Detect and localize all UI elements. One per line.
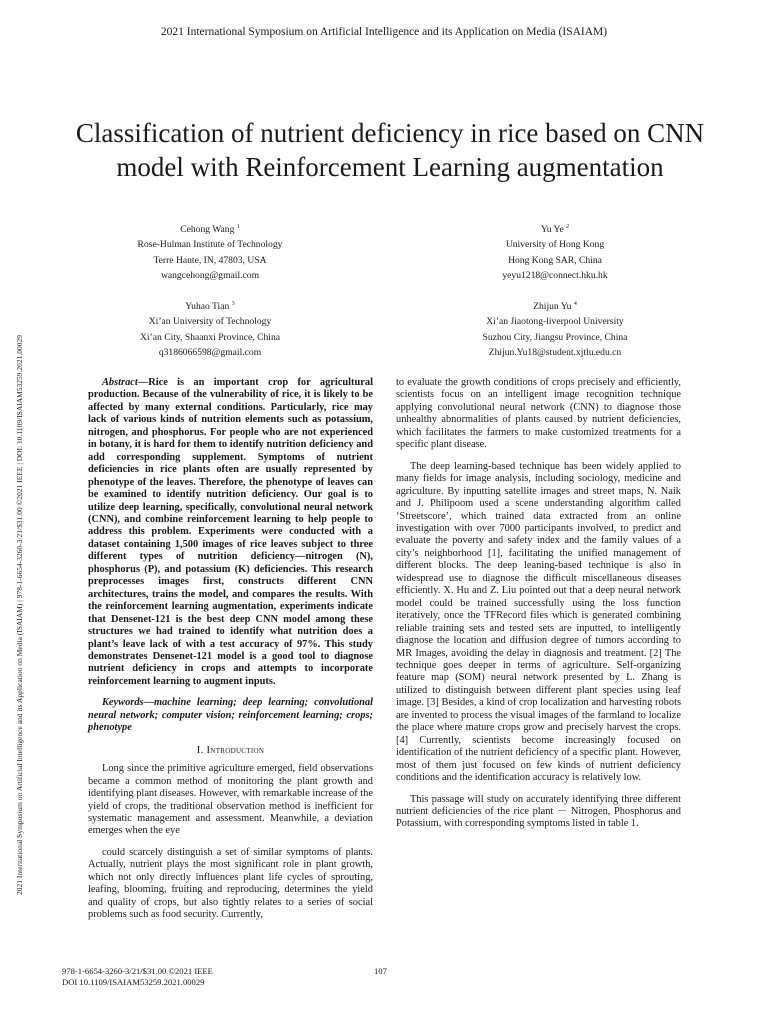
author-sup: 2 [566,224,570,230]
body-paragraph: Long since the primitive agriculture emerged, field observations became a common method of monitoring the plant growth and identifying plant diseases. However, with remarkable increase of the yield of crops, the traditional observation method is inefficient for systematic management and assessment. Meanwhile, a deviation emerges when the eye [88,763,373,837]
author-affiliation: Xi’an University of Technology [148,316,272,328]
abstract [88,377,373,688]
left-column [88,377,373,931]
author-name: Cehong Wang [180,224,235,236]
author-sup: 3 [231,301,235,307]
abstract-text: —Rice is an important crop for agricultural production. Because of the vulnerability of rice, it is likely to be affected by many external conditions. Particularly, rice may lack of various kinds of nutrition elements such as potassium, nitrogen, and phosphorus. For people who are not experienced in botany, it is hard for them to identify nutrition deficiency and add corresponding supplement. Symptoms of nutrient deficiencies in rice plants often are usually represented by phenotype of the leaves. Therefore, the phenotype of leaves can be examined to identify nutrition deficiency. Our goal is to utilize deep learning, specifically, convolutional neural network (CNN), and combine reinforcement learning to help people to address this problem. Experiments were conducted with a dataset containing 1,500 images of rice leaves subject to three different types of nutrition deficiency—nitrogen (N), phosphorus (P), and potassium (K) deficiencies. This research preprocesses images first, constructs different CNN architectures, trains the model, and compares the results. With the reinforcement learning augmentation, experiments indicate that Densenet-121 is the best deep CNN model among these structures we had trained to identify what nutrition does a plant’s leave lack of with a test accuracy of 97%. This study demonstrates Densenet-121 model is a good tool to diagnose nutrient deficiency in crops and attempts to incorporate reinforcement learning to augment inputs. [88,377,373,687]
author-location: Suzhou City, Jiangsu Province, China [482,331,628,343]
author-1 [90,220,330,283]
author-sup: 1 [236,224,240,230]
page-number: 107 [374,966,387,976]
author-3 [90,297,330,360]
conference-header: 2021 International Symposium on Artificial Intelligence and its Application on Media (ISAIAM) [160,26,608,38]
author-location: Hong Kong SAR, China [508,254,602,266]
footer-copyright [62,966,213,988]
body-paragraph: The deep learning-based technique has been widely applied to many fields for image analysis, including sociology, medicine and agriculture. By inputting satellite images and street maps, N. Naik and J. Philipoom used a scene understanding algorithm called ‘Streetscore’, which trained data extracted from an online investigation with over 7000 participants involved, to predict and evaluate the poverty and safety index and the family values of a city’s neighborhood [1], facilitating the unified management of different blocks. The deep leaning-based technique is also in widespread use to diagnose the difficult miscellaneous diseases efficiently. X. Hu and Z. Liu pointed out that a deep neural network model could be trained successfully using the loss function iteratively, once the TFRecord files which is generated combining reliable training sets and tested sets are inputted, to intelligently diagnose the location and diffusion degree of tumors according to MR Images, avoiding the delay in diagnosis and treatment. [2] The technique goes deeper in terms of agriculture. Self-organizing feature map (SOM) neural network presented by L. Zhang is utilized to distinguish between different plant species using leaf image. [3] Besides, a kind of crop localization and harvesting robots are invented to process the visual images of the farmland to localize the place where mature crops grow and precisely harvest the crops. [4] Currently, scientists become increasingly focused on identification of the nutrient deficiency of a specific plant. However, most of them just focused on few kinds of nutrient deficiency conditions and the identification accuracy is relatively low. [396,460,681,784]
author-name: Yu Ye [540,224,564,236]
author-location: Terre Haute, IN, 47803, USA [153,254,267,266]
author-2 [435,220,675,283]
side-note-text: 2021 International Symposium on Artificial Intelligence and its Application on Media (ISAIAM) | 978-1-6654-3260-3/21/$31.00 ©2021 IEEE | DOI: 10.1109/ISAIAM53259.2021.00029 [15,334,24,895]
author-name: Zhijun Yu [533,301,572,313]
body-paragraph: to evaluate the growth conditions of crops precisely and efficiently, scientists focus on an intelligent image recognition technique applying convolutional neural network (CNN) to diagnose those unhealthy abnormalities of plants caused by nutrient deficiencies, which facilitates the farmers to make customized treatments for a specific plant disease. [396,377,681,451]
author-block [70,220,710,360]
body-paragraph: This passage will study on accurately identifying three different nutrient deficiencies of the rice plant － Nitrogen, Phosphorus and Potassium, with corresponding symptoms listed in table 1. [396,793,681,830]
keywords: Keywords—machine learning; deep learning; convolutional neural network; computer vision; reinforcement learning; crops; phenotype [88,697,373,734]
author-sup: 4 [573,301,577,307]
author-affiliation: University of Hong Kong [505,239,605,251]
body-paragraph: could scarcely distinguish a set of similar symptoms of plants. Actually, nutrient plays the most significant role in plant growth, which not only directly influences plant life cycles of sprouting, leafing, blooming, fruiting and reproducing, determines the yield and quality of crops, but also tightly relates to a series of social problems such as food security. Currently, [88,846,373,921]
paper-title: Classification of nutrient deficiency in rice based on CNN model with Reinforcement Learning augmentation [75,118,705,182]
author-location: Xi’an City, Shaanxi Province, China [139,331,281,343]
footer-doi: DOI 10.1109/ISAIAM53259.2021.00029 [62,977,205,987]
section-number: I. [196,744,204,756]
section-heading [88,745,373,757]
author-4 [435,297,675,360]
author-email: Zhijun.Yu18@student.xjtlu.edu.cn [488,346,622,358]
author-email: yeyu1218@connect.hku.hk [502,269,608,281]
author-affiliation: Rose-Hulman Institute of Technology [137,239,283,251]
abstract-label: Abstract [102,377,138,388]
side-note-container [12,125,26,895]
author-email: q3186066598@gmail.com [158,346,262,358]
section-title: Introduction [206,744,265,756]
right-column [396,377,681,840]
author-name: Yuhao Tian [185,301,230,313]
author-email: wangcehong@gmail.com [160,269,260,281]
footer-isbn: 978-1-6654-3260-3/21/$31.00 ©2021 IEEE [62,966,213,976]
author-affiliation: Xi’an Jiaotong-liverpool University [486,316,624,328]
